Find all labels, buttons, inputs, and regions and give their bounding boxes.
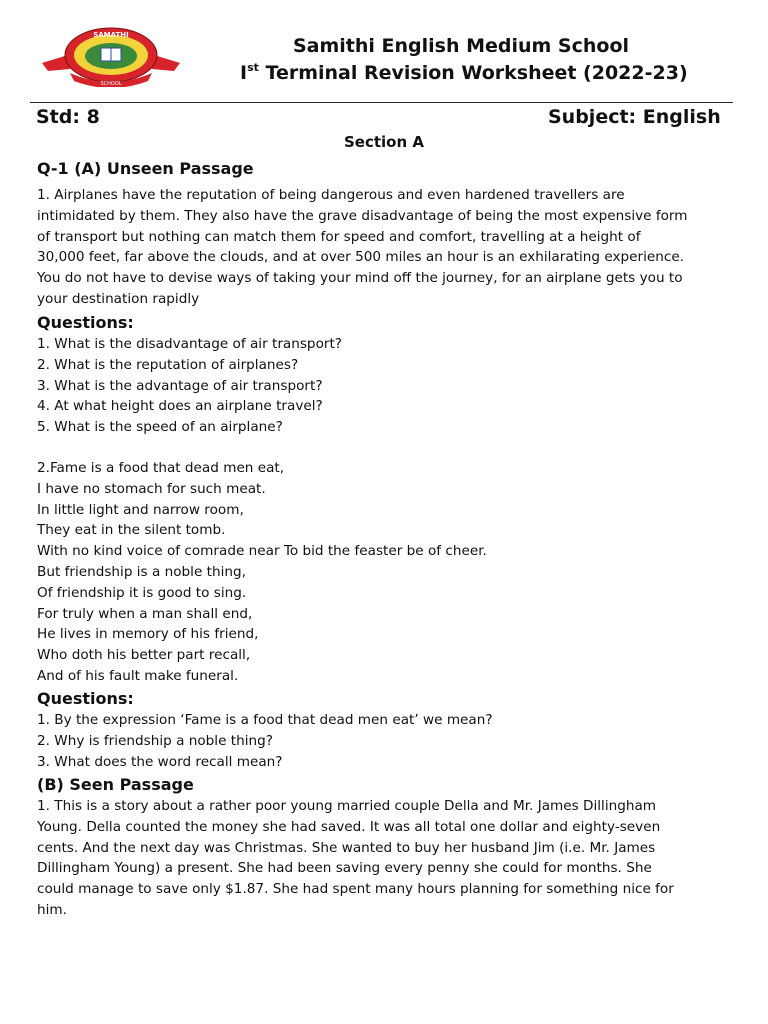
- question-item: 3. What is the advantage of air transport?: [37, 377, 323, 394]
- passage-line: him.: [37, 901, 67, 918]
- question-item: 5. What is the speed of an airplane?: [37, 419, 283, 436]
- worksheet-title: [240, 60, 688, 86]
- poem-line: Of friendship it is good to sing.: [37, 584, 247, 601]
- question-item: 2. Why is friendship a noble thing?: [37, 732, 273, 749]
- poem-line: With no kind voice of comrade near To bid the feaster be of cheer.: [37, 543, 487, 560]
- passage-line: 1. This is a story about a rather poor young married couple Della and Mr. James Dillingham: [37, 798, 657, 814]
- passage-line: 30,000 feet, far above the clouds, and at over 500 miles an hour is an exhilarating experience.: [37, 249, 685, 266]
- school-logo: [40, 25, 182, 87]
- question-item: 3. What does the word recall mean?: [37, 753, 283, 770]
- passage-line: Young. Della counted the money she had saved. It was all total one dollar and eighty-seven: [37, 818, 661, 835]
- worksheet-title-prefix: I: [240, 62, 248, 84]
- poem-line: For truly when a man shall end,: [37, 605, 253, 622]
- question-item: 1. What is the disadvantage of air transport?: [37, 336, 343, 352]
- poem-line: And of his fault make funeral.: [37, 667, 239, 684]
- question-list-2: [37, 710, 493, 772]
- question-item: 4. At what height does an airplane travel?: [37, 398, 323, 415]
- question-list-1: [37, 334, 342, 438]
- poem-line: He lives in memory of his friend,: [37, 626, 259, 643]
- poem-line: Who doth his better part recall,: [37, 647, 251, 664]
- passage-line: 1. Airplanes have the reputation of being dangerous and even hardened travellers are: [37, 187, 625, 203]
- passage-1: [37, 185, 737, 310]
- passage-line: of transport but nothing can match them for speed and comfort, travelling at a height of: [37, 228, 641, 245]
- seen-passage: [37, 796, 737, 921]
- passage-line: cents. And the next day was Christmas. She wanted to buy her husband Jim (i.e. Mr. James: [37, 839, 656, 856]
- questions-heading-2: Questions:: [37, 689, 134, 708]
- worksheet-title-sup: st: [247, 61, 259, 74]
- question-item: 2. What is the reputation of airplanes?: [37, 356, 299, 373]
- school-name: Samithi English Medium School: [292, 35, 630, 57]
- poem: [37, 458, 487, 687]
- poem-line: But friendship is a noble thing,: [37, 563, 246, 580]
- passage-line: Dillingham Young) a present. She had been saving every penny she could for months. She: [37, 860, 652, 877]
- section-title: Section A: [344, 133, 424, 151]
- q1a-heading: Q-1 (A) Unseen Passage: [37, 159, 254, 178]
- std-label: Std: 8: [36, 106, 100, 128]
- subject-label: Subject: English: [548, 106, 721, 128]
- poem-line: They eat in the silent tomb.: [37, 522, 226, 539]
- logo-text-bottom: SCHOOL: [100, 81, 122, 87]
- question-item: 1. By the expression ‘Fame is a food that dead men eat’ we mean?: [37, 712, 493, 728]
- poem-line: I have no stomach for such meat.: [37, 480, 266, 497]
- poem-line: In little light and narrow room,: [37, 501, 244, 518]
- logo-text-top: SAMATHI: [93, 31, 129, 39]
- q1b-heading: (B) Seen Passage: [37, 775, 194, 794]
- passage-line: intimidated by them. They also have the grave disadvantage of being the most expensive form: [37, 207, 688, 224]
- passage-line: your destination rapidly: [37, 290, 200, 307]
- questions-heading: Questions:: [37, 313, 134, 332]
- passage-line: You do not have to devise ways of taking your mind off the journey, for an airplane gets you to: [37, 270, 683, 287]
- poem-line: 2.Fame is a food that dead men eat,: [37, 460, 285, 476]
- passage-line: could manage to save only $1.87. She had spent many hours planning for something nice for: [37, 881, 674, 898]
- header-divider: [30, 102, 733, 103]
- worksheet-title-rest: Terminal Revision Worksheet (2022-23): [258, 62, 688, 84]
